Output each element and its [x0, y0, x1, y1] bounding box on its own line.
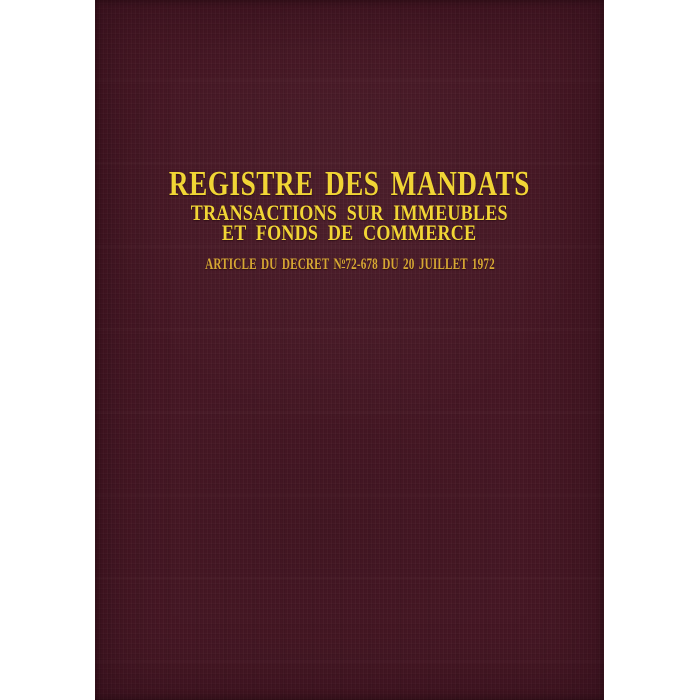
decree-suffix: 72-678 DU 20 JUILLET 1972: [344, 256, 495, 273]
cover-title-text: REGISTRE DES MANDATS: [168, 164, 531, 203]
cover-subtitle-line-2-text: ET FONDS DE COMMERCE: [222, 220, 477, 245]
cover-subtitle-line-1-text: TRANSACTIONS SUR IMMEUBLES: [191, 200, 508, 225]
decree-ordinal-superscript: o: [341, 256, 345, 268]
cover-subtitle-line-2: [95, 220, 604, 245]
cover-title: [95, 164, 604, 203]
decree-prefix: ARTICLE DU DECRET N: [204, 256, 342, 273]
book-cover: [95, 0, 604, 700]
decree-line: [95, 257, 604, 272]
cover-text-block: [95, 0, 604, 272]
decree-line-text: [205, 257, 495, 272]
